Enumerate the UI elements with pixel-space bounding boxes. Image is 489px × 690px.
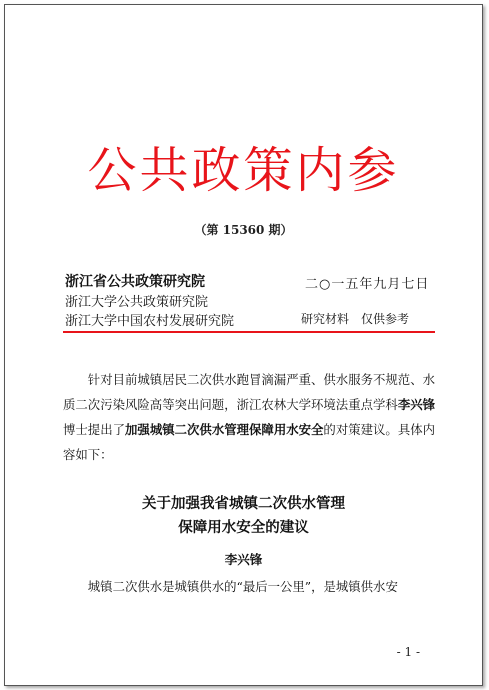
masthead-title: 公共政策内参 [87, 142, 400, 199]
page-number: - 1 - [396, 645, 420, 659]
article-title [5, 492, 482, 540]
intro-proposal: 加强城镇二次供水管理保障用水安全 [125, 422, 324, 437]
article-author: 李兴锋 [224, 552, 263, 567]
intro-text-3: 的对策建议。具体内容如下： [63, 422, 436, 462]
article-title-line-1: 关于加强我省城镇二次供水管理 [142, 495, 345, 512]
intro-text-2: 博士提出了 [63, 422, 126, 437]
intro-text-1: 针对目前城镇居民二次供水跑冒滴漏严重、供水服务不规范、水质二次污染风险高等突出问题，浙江农林大学环境法重点学科 [63, 372, 435, 412]
article-lead-paragraph: 城镇二次供水是城镇供水的“最后一公里”，是城镇供水安 [87, 579, 398, 594]
intro-paragraph [63, 367, 435, 467]
issue-number: （第 15360 期） [194, 223, 293, 237]
red-divider [63, 331, 435, 333]
publisher-3: 浙江大学中国农村发展研究院 [65, 314, 235, 329]
issue-date: 二○一五年九月七日 [305, 277, 430, 292]
publisher-2: 浙江大学公共政策研究院 [65, 295, 209, 310]
document-page [4, 4, 483, 686]
reference-note: 研究材料 仅供参考 [301, 312, 410, 326]
article-title-line-2: 保障用水安全的建议 [178, 519, 309, 536]
publisher-1: 浙江省公共政策研究院 [65, 274, 205, 290]
intro-author-name: 李兴锋 [397, 397, 436, 412]
